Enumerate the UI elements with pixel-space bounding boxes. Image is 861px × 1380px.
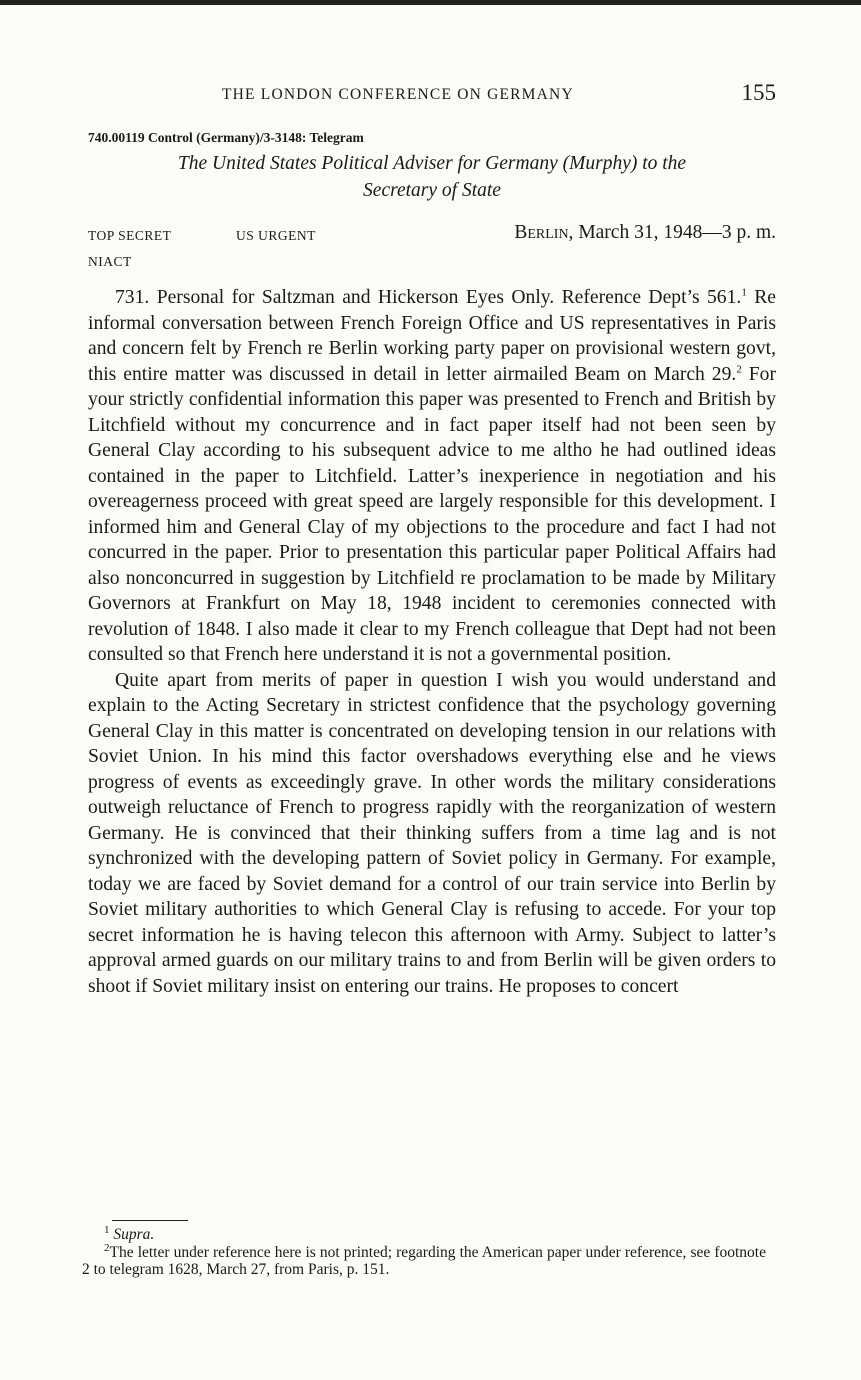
footnote-2 xyxy=(82,1241,766,1279)
file-reference: 740.00119 Control (Germany)/3-3148: Telegram xyxy=(88,130,364,145)
footnote-1 xyxy=(82,1223,766,1244)
running-title: THE LONDON CONFERENCE ON GERMANY xyxy=(222,86,574,103)
p1-text-a: 731. Personal for Saltzman and Hickerson Eyes Only. Reference Dept’s 561. xyxy=(115,287,742,308)
footnote-1-mark: 1 xyxy=(104,1223,110,1236)
footnotes xyxy=(82,1223,766,1279)
running-head xyxy=(88,80,776,114)
precedence-marking: NIACT xyxy=(88,254,132,269)
body-paragraph-1 xyxy=(88,285,776,668)
footnote-2-text: The letter under reference here is not printed; regarding the American paper under reference, see footnote 2 to telegram 1628, March 27, from Paris, p. 151. xyxy=(82,1243,766,1278)
document-title-line-1: The United States Political Adviser for Germany (Murphy) to the xyxy=(177,153,687,174)
classification-row xyxy=(88,222,776,249)
footnote-ref-2: 2 xyxy=(736,362,742,375)
footnote-2-mark: 2 xyxy=(104,1241,110,1254)
footnote-1-text: Supra. xyxy=(113,1226,155,1243)
page-top-edge xyxy=(0,0,861,5)
body-paragraph-2: Quite apart from merits of paper in question I wish you would understand and explain to the Acting Secretary in strictest confidence that the psychology governing General Clay in this matter is concentrated on developing tension in our relations with Soviet Union. In his mind this factor overshadows everything else and he views progress of events as exceedingly grave. In other words the military considerations outweigh reluctance of French to progress rapidly with the reorganization of western Germany. He is convinced that their thinking suffers from a time lag and is not synchronized with the developing pattern of Soviet policy in Germany. For example, today we are faced by Soviet demand for a control of our train service into Berlin by Soviet military authorities to which General Clay is refusing to accede. For your top secret information he is having telecon this afternoon with Army. Subject to latter’s approval armed guards on our military trains to and from Berlin will be given orders to shoot if Soviet military insist on entering our trains. He proposes to concert xyxy=(88,669,776,997)
p1-text-c: For your strictly confidential information this paper was presented to French and British by Litchfield without my concurrence and in fact paper itself had not been seen by General Clay according to his subsequent advice to me altho he had outlined ideas contained in the paper to Litchfield. Latter’s inexperience in negotiation and his overeagerness proceed with great speed are largely responsible for this development. I informed him and General Clay of my objections to the procedure and fact I had not concurred in the paper. Prior to presentation this particular paper Political Affairs had also nonconcurred in suggestion by Litchfield re proclamation to be made by Military Governors at Frankfurt on May 18, 1948 incident to ceremonies connected with revolution of 1848. I also made it clear to my French colleague that Dept had not been consulted so that French here understand it is not a governmental position. xyxy=(88,363,777,665)
page-number: 155 xyxy=(741,80,776,105)
footnote-separator xyxy=(112,1220,188,1221)
urgency-marking: US URGENT xyxy=(236,228,316,243)
dateline-date: March 31, 1948—3 p. m. xyxy=(573,222,776,243)
dateline-city: Berlin, xyxy=(514,222,574,243)
footnote-ref-1: 1 xyxy=(741,286,747,299)
dateline xyxy=(514,222,776,244)
p1-text-b: Re informal conversation between French Foreign Office and US representatives in Paris and concern felt by French re Berlin working party paper on provisional western govt, this entire matter was discussed in detail in letter airmailed Beam on March 29. xyxy=(88,287,776,385)
page-content xyxy=(88,80,776,999)
document-title-line-2: Secretary of State xyxy=(363,180,501,201)
classification-marking: TOP SECRET xyxy=(88,228,172,243)
document-title xyxy=(88,150,776,204)
